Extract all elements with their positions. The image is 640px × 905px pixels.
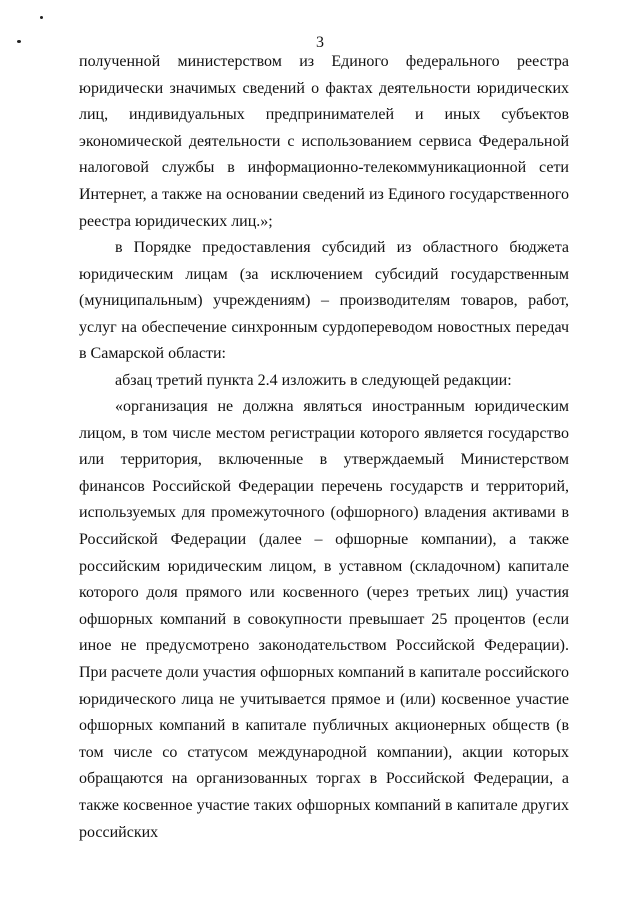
page-number: 3 <box>316 34 324 51</box>
paragraph-continuation: полученной министерством из Единого федерального реестра юридически значимых сведений о фактах деятельности юридических лиц, индивидуальных предпринимателей и иных субъектов экономической деятельности с использованием сервиса Федеральной налоговой службы в информационно-телекоммуникационной сети Интернет, а также на основании сведений из Единого государственного реестра юридических лиц.»; <box>79 53 569 230</box>
scan-speck <box>40 16 43 19</box>
paragraph-amendment-intro: абзац третий пункта 2.4 изложить в следующей редакции: <box>115 372 512 389</box>
paragraph-new-wording: «организация не должна являться иностранным юридическим лицом, в том числе местом регистрации которого является государство или территория, включенные в утверждаемый Министерством финансов Российской Федерации перечень государств и территорий, используемых для промежуточного (офшорного) владения активами в Российской Федерации (далее – офшорные компании), а также российским юридическим лицом, в уставном (складочном) капитале которого доля прямого или косвенного (через третьих лиц) участия офшорных компаний в совокупности превышает 25 процентов (если иное не предусмотрено законодательством Российской Федерации). При расчете доли участия офшорных компаний в капитале российского юридического лица не учитывается прямое и (или) косвенное участие офшорных компаний в капитале публичных акционерных обществ (в том числе со статусом международной компании), акции которых обращаются на организованных торгах в Российской Федерации, а также косвенное участие таких офшорных компаний в капитале других российских <box>79 398 569 841</box>
paragraph-subsidy-order: в Порядке предоставления субсидий из областного бюджета юридическим лицам (за исключением субсидий государственным (муниципальным) учреждениям) – производителям товаров, работ, услуг на обеспечение синхронным сурдопереводом новостных передач в Самарской области: <box>79 239 569 363</box>
